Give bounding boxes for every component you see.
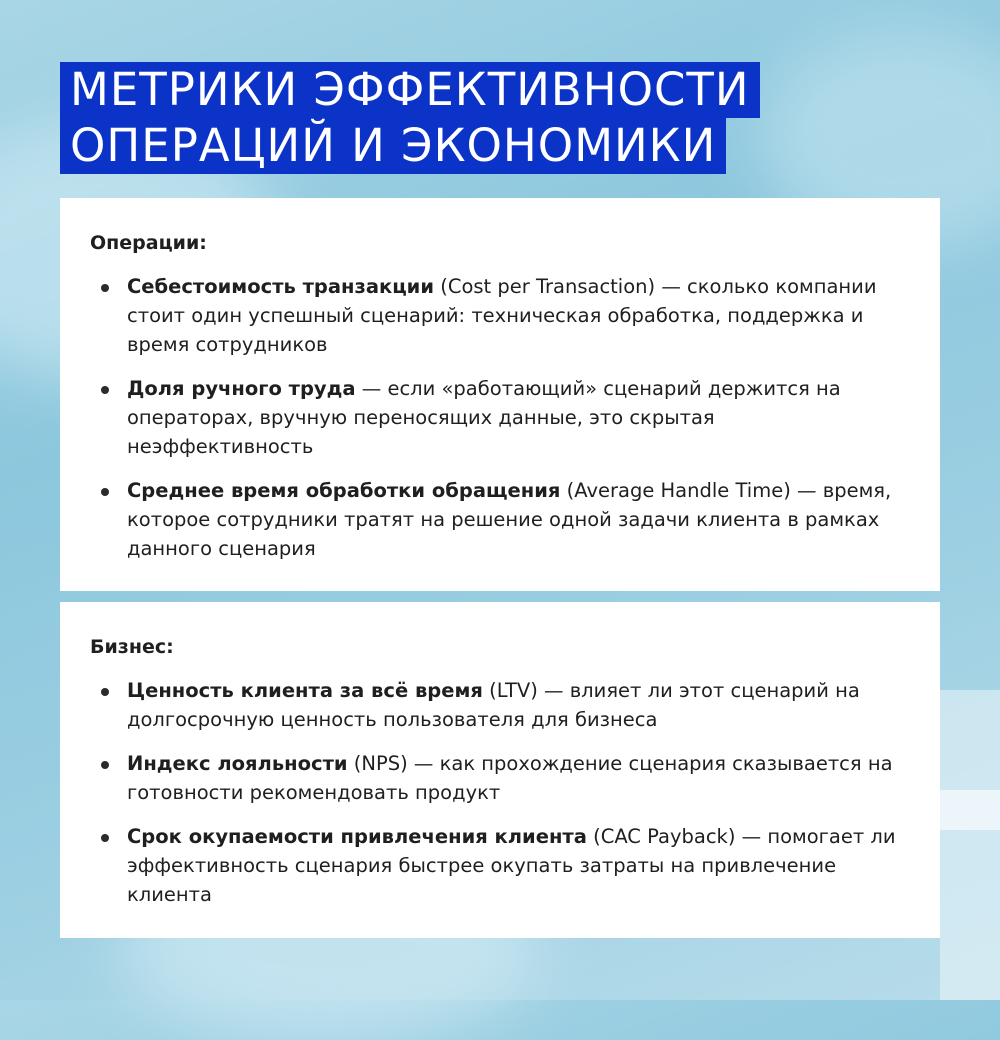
background-decor-shape	[940, 690, 1000, 1000]
list-item	[90, 822, 900, 909]
page-title	[60, 62, 760, 174]
bullet-icon	[101, 834, 109, 842]
metric-description: — если «работающий» сценарий держится на операторах, вручную переносящих данные, это скрытая неэффективность	[127, 377, 841, 458]
operations-card	[60, 198, 940, 591]
metric-term: Среднее время обработки обращения	[127, 479, 561, 502]
background-decor-shape	[940, 790, 1000, 830]
business-section-label: Бизнес:	[90, 636, 174, 658]
list-item	[90, 476, 900, 563]
metric-description: (LTV) — влияет ли этот сценарий на долгосрочную ценность пользователя для бизнеса	[127, 679, 860, 731]
metric-description: (Average Handle Time) — время, которое сотрудники тратят на решение одной задачи клиента в рамках данного сценария	[127, 479, 892, 560]
operations-section-label: Операции:	[90, 232, 207, 254]
metric-description: (Cost per Transaction) — сколько компании стоит один успешный сценарий: техническая обработка, поддержка и время сотрудников	[127, 275, 877, 356]
bullet-icon	[101, 688, 109, 696]
list-item	[90, 272, 900, 359]
operations-list	[90, 272, 900, 563]
page-title-line-2: ОПЕРАЦИЙ И ЭКОНОМИКИ	[60, 118, 726, 174]
business-list	[90, 676, 900, 909]
list-item	[90, 676, 900, 734]
metric-term: Доля ручного труда	[127, 377, 356, 400]
list-item	[90, 749, 900, 807]
bullet-icon	[101, 284, 109, 292]
metric-term: Срок окупаемости привлечения клиента	[127, 825, 587, 848]
bullet-icon	[101, 386, 109, 394]
bullet-icon	[101, 761, 109, 769]
bullet-icon	[101, 488, 109, 496]
metric-description: (NPS) — как прохождение сценария сказывается на готовности рекомендовать продукт	[127, 752, 893, 804]
metric-term: Себестоимость транзакции	[127, 275, 435, 298]
metric-term: Индекс лояльности	[127, 752, 348, 775]
metric-description: (CAC Payback) — помогает ли эффективность сценария быстрее окупать затраты на привлечение клиента	[127, 825, 896, 906]
list-item	[90, 374, 900, 461]
business-card	[60, 602, 940, 938]
page-title-line-1: МЕТРИКИ ЭФФЕКТИВНОСТИ	[60, 62, 760, 118]
metric-term: Ценность клиента за всё время	[127, 679, 483, 702]
